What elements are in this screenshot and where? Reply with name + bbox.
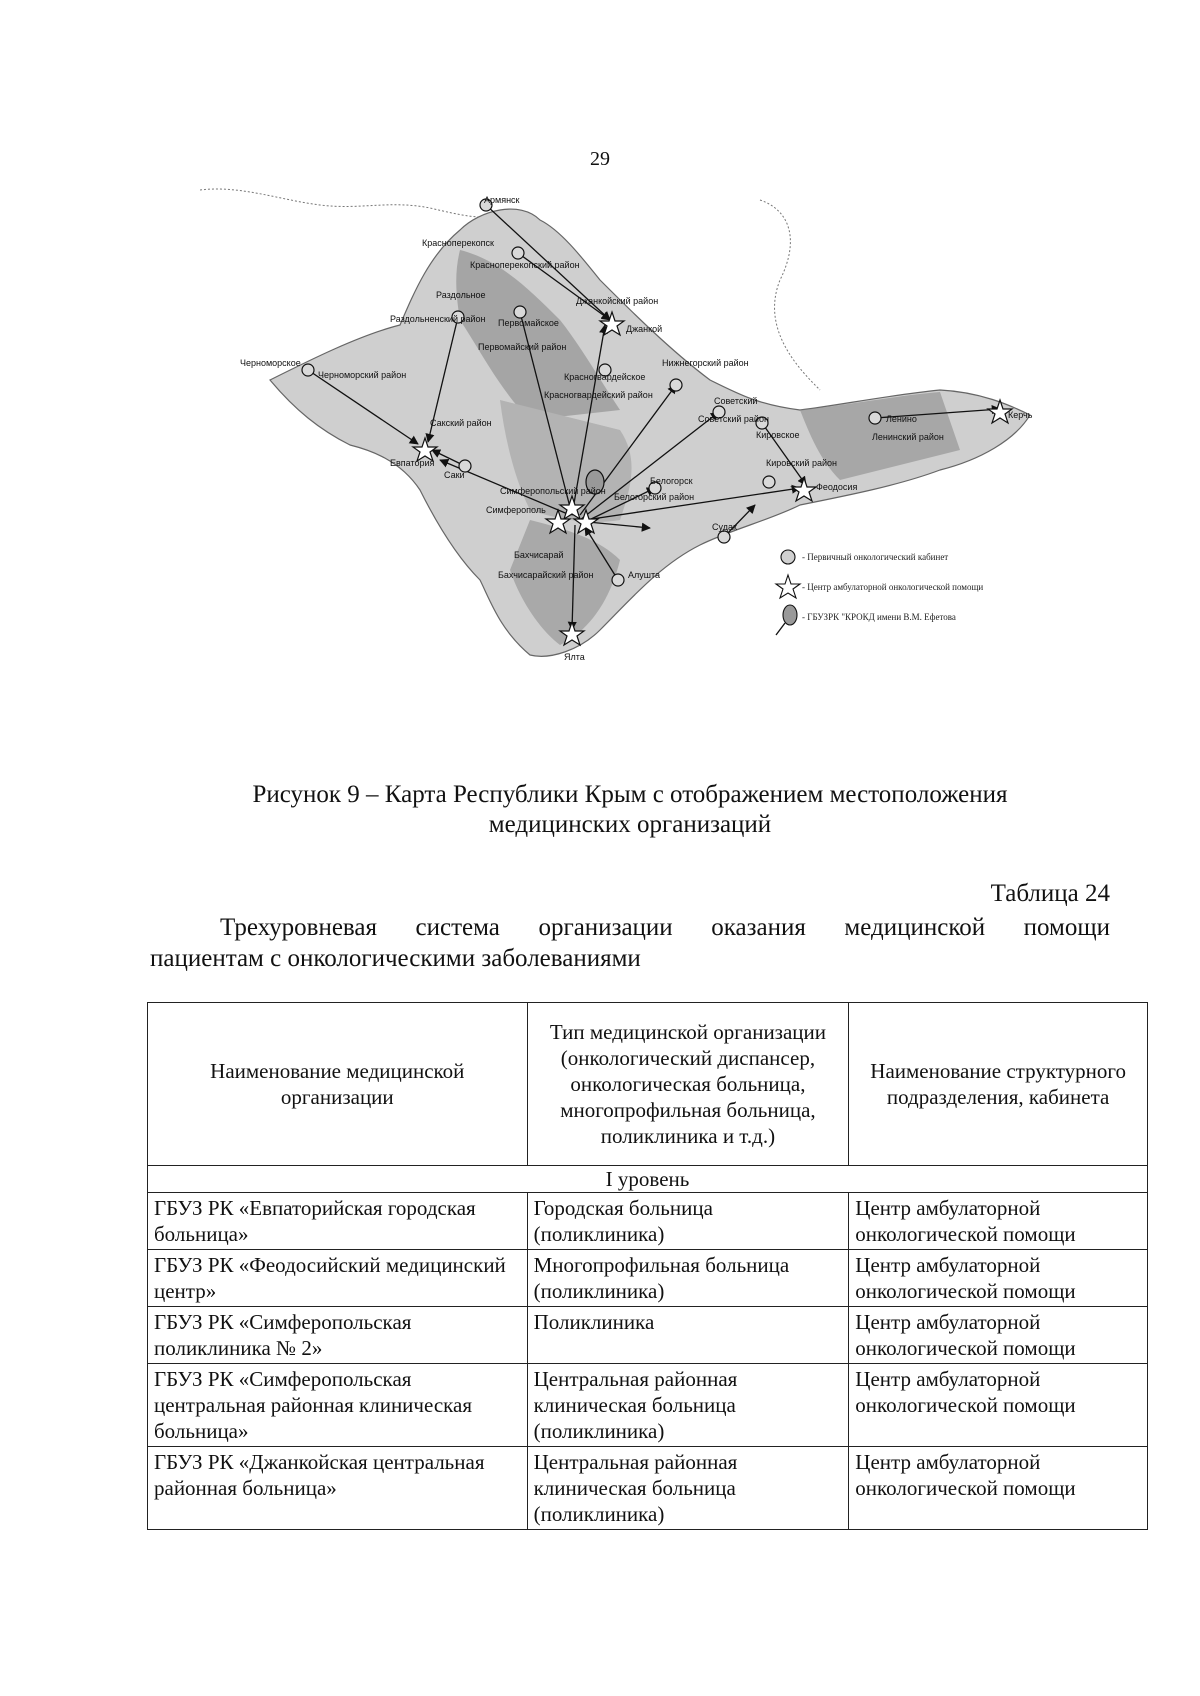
label-chernomorsky: Черноморский район: [318, 370, 407, 380]
label-krasnogvardeyskoe: Красногвардейское: [564, 372, 646, 382]
figure-caption: [140, 780, 1120, 840]
caption-line2: медицинских организаций: [488, 811, 772, 838]
label-evpatoria: Евпатория: [390, 458, 435, 468]
label-sakskiy: Сакский район: [430, 418, 492, 428]
crimea-map: [200, 160, 1060, 720]
cell-type: Центральная районная клиническая больница (поликлиника): [527, 1447, 849, 1530]
cell-unit: Центр амбулаторной онкологической помощи: [849, 1447, 1148, 1530]
cell-name: ГБУЗ РК «Джанкойская центральная районная больница»: [148, 1447, 528, 1530]
organizations-table: [147, 1002, 1148, 1530]
label-belogorsky: Белогорский район: [614, 492, 695, 502]
legend-pin-icon: [783, 605, 797, 625]
cell-type: Центральная районная клиническая больница (поликлиника): [527, 1364, 849, 1447]
level-label: I уровень: [148, 1166, 1148, 1193]
cell-name: ГБУЗ РК «Симферопольская поликлиника № 2»: [148, 1307, 528, 1364]
cell-unit: Центр амбулаторной онкологической помощи: [849, 1307, 1148, 1364]
table-row: [148, 1307, 1148, 1364]
label-belogorsk: Белогорск: [650, 476, 693, 486]
northeast-coast: [760, 200, 820, 390]
label-dzhankoysky: Джанкойский район: [576, 296, 659, 306]
label-armyansk: Армянск: [484, 195, 520, 205]
caption-line1: Рисунок 9 – Карта Республики Крым с отображением местоположения: [252, 781, 1008, 808]
table-header-row: [148, 1003, 1148, 1166]
cell-unit: Центр амбулаторной онкологической помощи: [849, 1250, 1148, 1307]
label-kirovsky: Кировский район: [766, 458, 837, 468]
label-sovetsky: Советский: [714, 396, 758, 406]
label-feodosia: Феодосия: [816, 482, 858, 492]
legend-circle-icon: [781, 550, 795, 564]
label-bakhchisaray: Бахчисарай: [514, 550, 564, 560]
table-row: [148, 1447, 1148, 1530]
label-pervomayskoe: Первомайское: [498, 318, 559, 328]
cell-type: Поликлиника: [527, 1307, 849, 1364]
label-razdolnoe: Раздольное: [436, 290, 486, 300]
label-simferopol: Симферополь: [486, 505, 546, 515]
label-chernomorskoe: Черноморское: [240, 358, 301, 368]
label-kerch: Керчь: [1008, 410, 1033, 420]
table-title-line1: Трехуровневая система организации оказания медицинской помощи: [220, 914, 1110, 941]
map-legend: [776, 550, 983, 635]
cell-name: ГБУЗ РК «Симферопольская центральная районная клиническая больница»: [148, 1364, 528, 1447]
cell-unit: Центр амбулаторной онкологической помощи: [849, 1364, 1148, 1447]
legend-hospital: - ГБУЗРК "КРОКД имени В.М. Ефетова: [802, 612, 956, 622]
label-kirovskoe: Кировское: [756, 430, 800, 440]
page-number: 29: [590, 148, 610, 170]
label-saki: Саки: [444, 470, 465, 480]
label-nizhnegorsky: Нижнегорский район: [662, 358, 749, 368]
label-bakhchisaraysky: Бахчисарайский район: [498, 570, 594, 580]
legend-primary: - Первичный онкологический кабинет: [802, 552, 949, 562]
header-type: Тип медицинской организации (онкологический диспансер, онкологическая больница, многопрофильная больница, поликлиника и т.д.): [527, 1003, 849, 1166]
label-krasnoperekopsk: Красноперекопск: [422, 238, 494, 248]
table-row: [148, 1193, 1148, 1250]
label-dzhankoy: Джанкой: [626, 324, 663, 334]
cell-unit: Центр амбулаторной онкологической помощи: [849, 1193, 1148, 1250]
header-name: Наименование медицинской организации: [148, 1003, 528, 1166]
label-yalta: Ялта: [564, 652, 585, 662]
label-krasnogvardeysky: Красногвардейский район: [544, 390, 653, 400]
cell-type: Городская больница (поликлиника): [527, 1193, 849, 1250]
table-title: [150, 912, 1110, 974]
mainland-coast: [200, 189, 500, 217]
table-row: [148, 1250, 1148, 1307]
label-sovetsky-r: Советский район: [698, 414, 769, 424]
table-row: [148, 1364, 1148, 1447]
cell-name: ГБУЗ РК «Евпаторийская городская больница»: [148, 1193, 528, 1250]
legend-star-icon: [776, 575, 800, 598]
label-razdolnensky: Раздольненский район: [390, 314, 486, 324]
label-pervomaysky: Первомайский район: [478, 342, 567, 352]
table-title-line2: пациентам с онкологическими заболеваниями: [150, 945, 641, 972]
label-lenino: Ленино: [886, 414, 917, 424]
label-sudak: Судак: [712, 522, 737, 532]
label-krasnoperekopsky: Красноперекопский район: [470, 260, 580, 270]
cell-name: ГБУЗ РК «Феодосийский медицинский центр»: [148, 1250, 528, 1307]
cell-type: Многопрофильная больница (поликлиника): [527, 1250, 849, 1307]
level-row: [148, 1166, 1148, 1193]
legend-center: - Центр амбулаторной онкологической помощи: [802, 582, 984, 592]
label-simferopolsky: Симферопольский район: [500, 486, 606, 496]
table-label: Таблица 24: [990, 880, 1110, 907]
label-alushta: Алушта: [628, 570, 661, 580]
header-unit: Наименование структурного подразделения, кабинета: [849, 1003, 1148, 1166]
label-leninsky: Ленинский район: [872, 432, 944, 442]
